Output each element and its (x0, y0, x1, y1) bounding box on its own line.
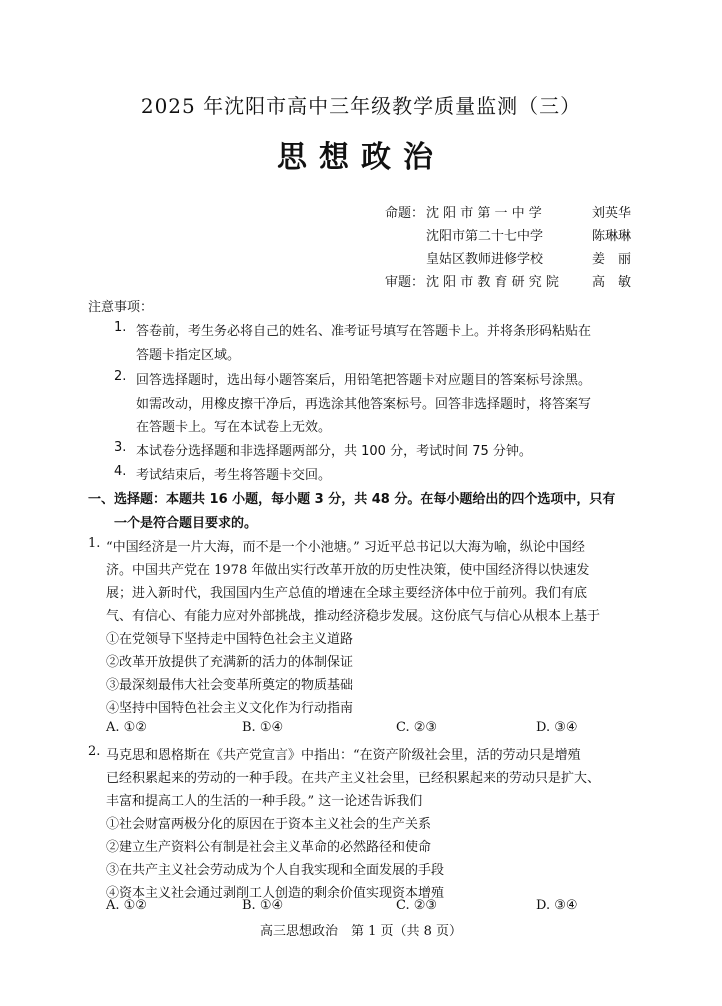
answer-choice-d: D. ③④ (536, 720, 578, 735)
question-stem-line: 丰富和提高工人的生活的一种手段。” 这一论述告诉我们 (106, 794, 423, 809)
credit-org: 沈 阳 市 第 一 中 学 (426, 206, 542, 221)
credit-name: 高 敏 (592, 275, 632, 290)
answer-choice-a: A. ①② (106, 898, 147, 913)
notice-line: 答卷前，考生务必将自己的姓名、准考证号填写在答题卡上。并将条形码粘贴在 (136, 324, 592, 339)
notice-number: 1. (114, 320, 127, 335)
credit-name: 刘英华 (592, 206, 632, 221)
question-option: ④坚持中国特色社会主义文化作为行动指南 (106, 701, 354, 716)
exam-title: 2025 年沈阳市高中三年级教学质量监测（三） (140, 94, 582, 118)
question-stem-line: 气、有信心、有能力应对外部挑战，推动经济稳步发展。这份底气与信心从根本上基于 (106, 609, 601, 624)
question-option: ③在共产主义社会劳动成为个人自我实现和全面发展的手段 (106, 863, 445, 878)
answer-choice-c: C. ②③ (396, 720, 438, 735)
section-heading: 一、选择题：本题共 16 小题，每小题 3 分，共 48 分。在每小题给出的四个选项中，只有 (88, 492, 616, 507)
question-stem-line: 展；进入新时代，我国国内生产总值的增速在全球主要经济体中位于前列。我们有底 (106, 586, 588, 601)
answer-choice-b: B. ①④ (242, 720, 284, 735)
subject-title: 思想政治 (277, 140, 445, 175)
notice-number: 4. (114, 464, 127, 479)
question-stem-line: 已经积累起来的劳动的一种手段。在共产主义社会里，已经积累起来的劳动只是扩大、 (106, 771, 601, 786)
notice-heading: 注意事项： (88, 300, 154, 315)
credit-org: 皇姑区教师进修学校 (426, 252, 544, 267)
notice-line: 考试结束后，考生将答题卡交回。 (136, 468, 332, 483)
question-stem-line: 济。中国共产党在 1978 年做出实行改革开放的历史性决策，使中国经济得以快速发 (106, 563, 590, 578)
credit-role: 命题： (384, 206, 424, 221)
question-option: ③最深刻最伟大社会变革所奠定的物质基础 (106, 678, 354, 693)
question-number: 1. (88, 536, 101, 551)
question-option: ①在党领导下坚持走中国特色社会主义道路 (106, 632, 354, 647)
credit-org: 沈 阳 市 教 育 研 究 院 (426, 275, 559, 290)
question-number: 2. (88, 744, 101, 759)
notice-line: 在答题卡上。写在本试卷上无效。 (136, 420, 332, 435)
question-option: ④资本主义社会通过剥削工人创造的剩余价值实现资本增殖 (106, 886, 445, 901)
question-stem-line: “中国经济是一片大海，而不是一个小池塘。” 习近平总书记以大海为喻，纵论中国经 (106, 540, 585, 555)
question-stem-line: 马克思和恩格斯在《共产党宣言》中指出：“在资产阶级社会里，活的劳动只是增殖 (106, 748, 581, 763)
answer-choice-d: D. ③④ (536, 898, 578, 913)
credit-name: 姜 丽 (592, 252, 632, 267)
question-option: ②改革开放提供了充满新的活力的体制保证 (106, 655, 354, 670)
answer-choice-a: A. ①② (106, 720, 147, 735)
question-option: ②建立生产资料公有制是社会主义革命的必然路径和使命 (106, 840, 432, 855)
notice-line: 回答选择题时，选出每小题答案后，用铅笔把答题卡对应题目的答案标号涂黑。 (136, 373, 592, 388)
answer-choice-b: B. ①④ (242, 898, 284, 913)
credit-role: 审题： (384, 275, 424, 290)
question-option: ①社会财富两极分化的原因在于资本主义社会的生产关系 (106, 817, 432, 832)
answer-choice-c: C. ②③ (396, 898, 438, 913)
section-heading-cont: 一个是符合题目要求的。 (114, 516, 258, 531)
credit-org: 沈阳市第二十七中学 (426, 229, 544, 244)
page-footer: 高三思想政治 第 1 页（共 8 页） (259, 924, 463, 939)
notice-number: 2. (114, 369, 127, 384)
notice-number: 3. (114, 440, 127, 455)
notice-line: 本试卷分选择题和非选择题两部分，共 100 分，考试时间 75 分钟。 (136, 444, 532, 459)
notice-line: 答题卡指定区域。 (136, 348, 241, 363)
credit-name: 陈琳琳 (592, 229, 632, 244)
notice-line: 如需改动，用橡皮擦干净后，再选涂其他答案标号。回答非选择题时，将答案写 (136, 397, 592, 412)
